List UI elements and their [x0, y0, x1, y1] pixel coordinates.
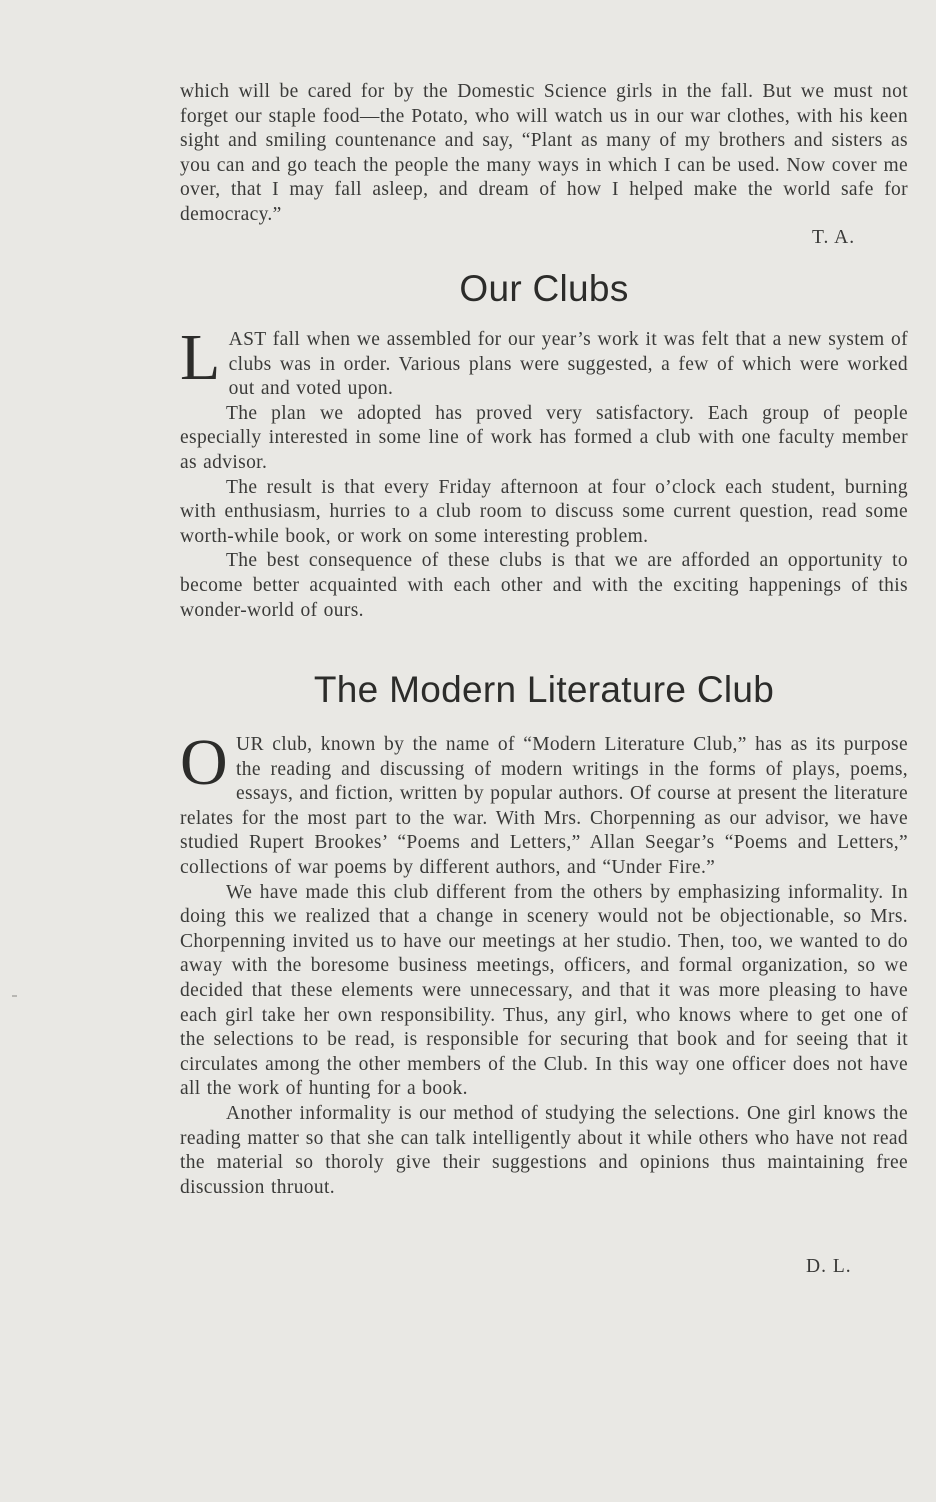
intro-signature: T. A. [812, 227, 856, 248]
clubs-section [180, 321, 908, 623]
scan-speck [12, 995, 17, 997]
literature-signature: D. L. [806, 1256, 852, 1277]
clubs-paragraph-4: The best consequence of these clubs is that we are afforded an opportunity to become better acquainted with each other and with the exciting happenings of this wonder-world of ours. [180, 550, 908, 621]
section-title-modern-literature-club: The Modern Literature Club [313, 669, 775, 710]
section-title-our-clubs: Our Clubs [459, 268, 629, 309]
intro-paragraph: which will be cared for by the Domestic Science girls in the fall. But we must not forget our staple food—the Potato, who will watch us in our war clothes, with his keen sight and smiling countenance and say, “Plant as many of my brothers and sisters as you can and go teach the people the many ways in which I can be used. Now cover me over, that I may fall asleep, and dream of how I helped make the world safe for democracy.” [180, 81, 908, 225]
clubs-paragraph-3: The result is that every Friday afternoon at four o’clock each student, burning with enthusiasm, hurries to a club room to discuss some current question, read some worth-while book, or work on some interesting problem. [180, 476, 908, 547]
literature-paragraph-1 [180, 726, 908, 881]
drop-cap-l: L [180, 321, 221, 394]
clubs-paragraph-2: The plan we adopted has proved very satisfactory. Each group of people especially interested in some line of work has formed a club with one faculty member as advisor. [180, 402, 908, 473]
literature-paragraph-1-text: UR club, known by the name of “Modern Literature Club,” has as its purpose the reading and discussing of modern writings in the forms of plays, poems, essays, and fiction, written by popular authors. Of course at present the literature relates for the most part to the war. With Mrs. Chorpenning as our advisor, we have studied Rupert Brookes’ “Poems and Letters,” Allan Seegar’s “Poems and Letters,” collections of war poems by different authors, and “Under Fire.” [180, 734, 908, 878]
intro-section [180, 80, 908, 228]
drop-cap-o: O [180, 726, 229, 799]
literature-paragraph-2: We have made this club different from the others by emphasizing informality. In doing this we realized that a change in scenery would not be objectionable, so Mrs. Chorpenning invited us to have our meetings at her studio. Then, too, we wanted to do away with the boresome business meetings, officers, and formal organization, so we decided that these elements were unnecessary, and that it was more pleasing to have each girl take her own responsibility. Thus, any girl, who knows where to get one of the selections to be read, is responsible for securing that book and for seeing that it circulates among the other members of the Club. In this way one officer does not have all the work of hunting for a book. [180, 881, 908, 1100]
literature-paragraph-3: Another informality is our method of studying the selections. One girl knows the reading matter so that she can talk intelligently about it while others who have not read the material so thoroly give their suggestions and opinions thus maintaining free discussion thruout. [180, 1102, 908, 1198]
literature-section [180, 726, 908, 1200]
clubs-paragraph-1 [180, 321, 908, 402]
clubs-paragraph-1-text: AST fall when we assembled for our year’s work it was felt that a new system of clubs was in order. Various plans were suggested, a few of which were worked out and voted upon. [228, 329, 908, 400]
